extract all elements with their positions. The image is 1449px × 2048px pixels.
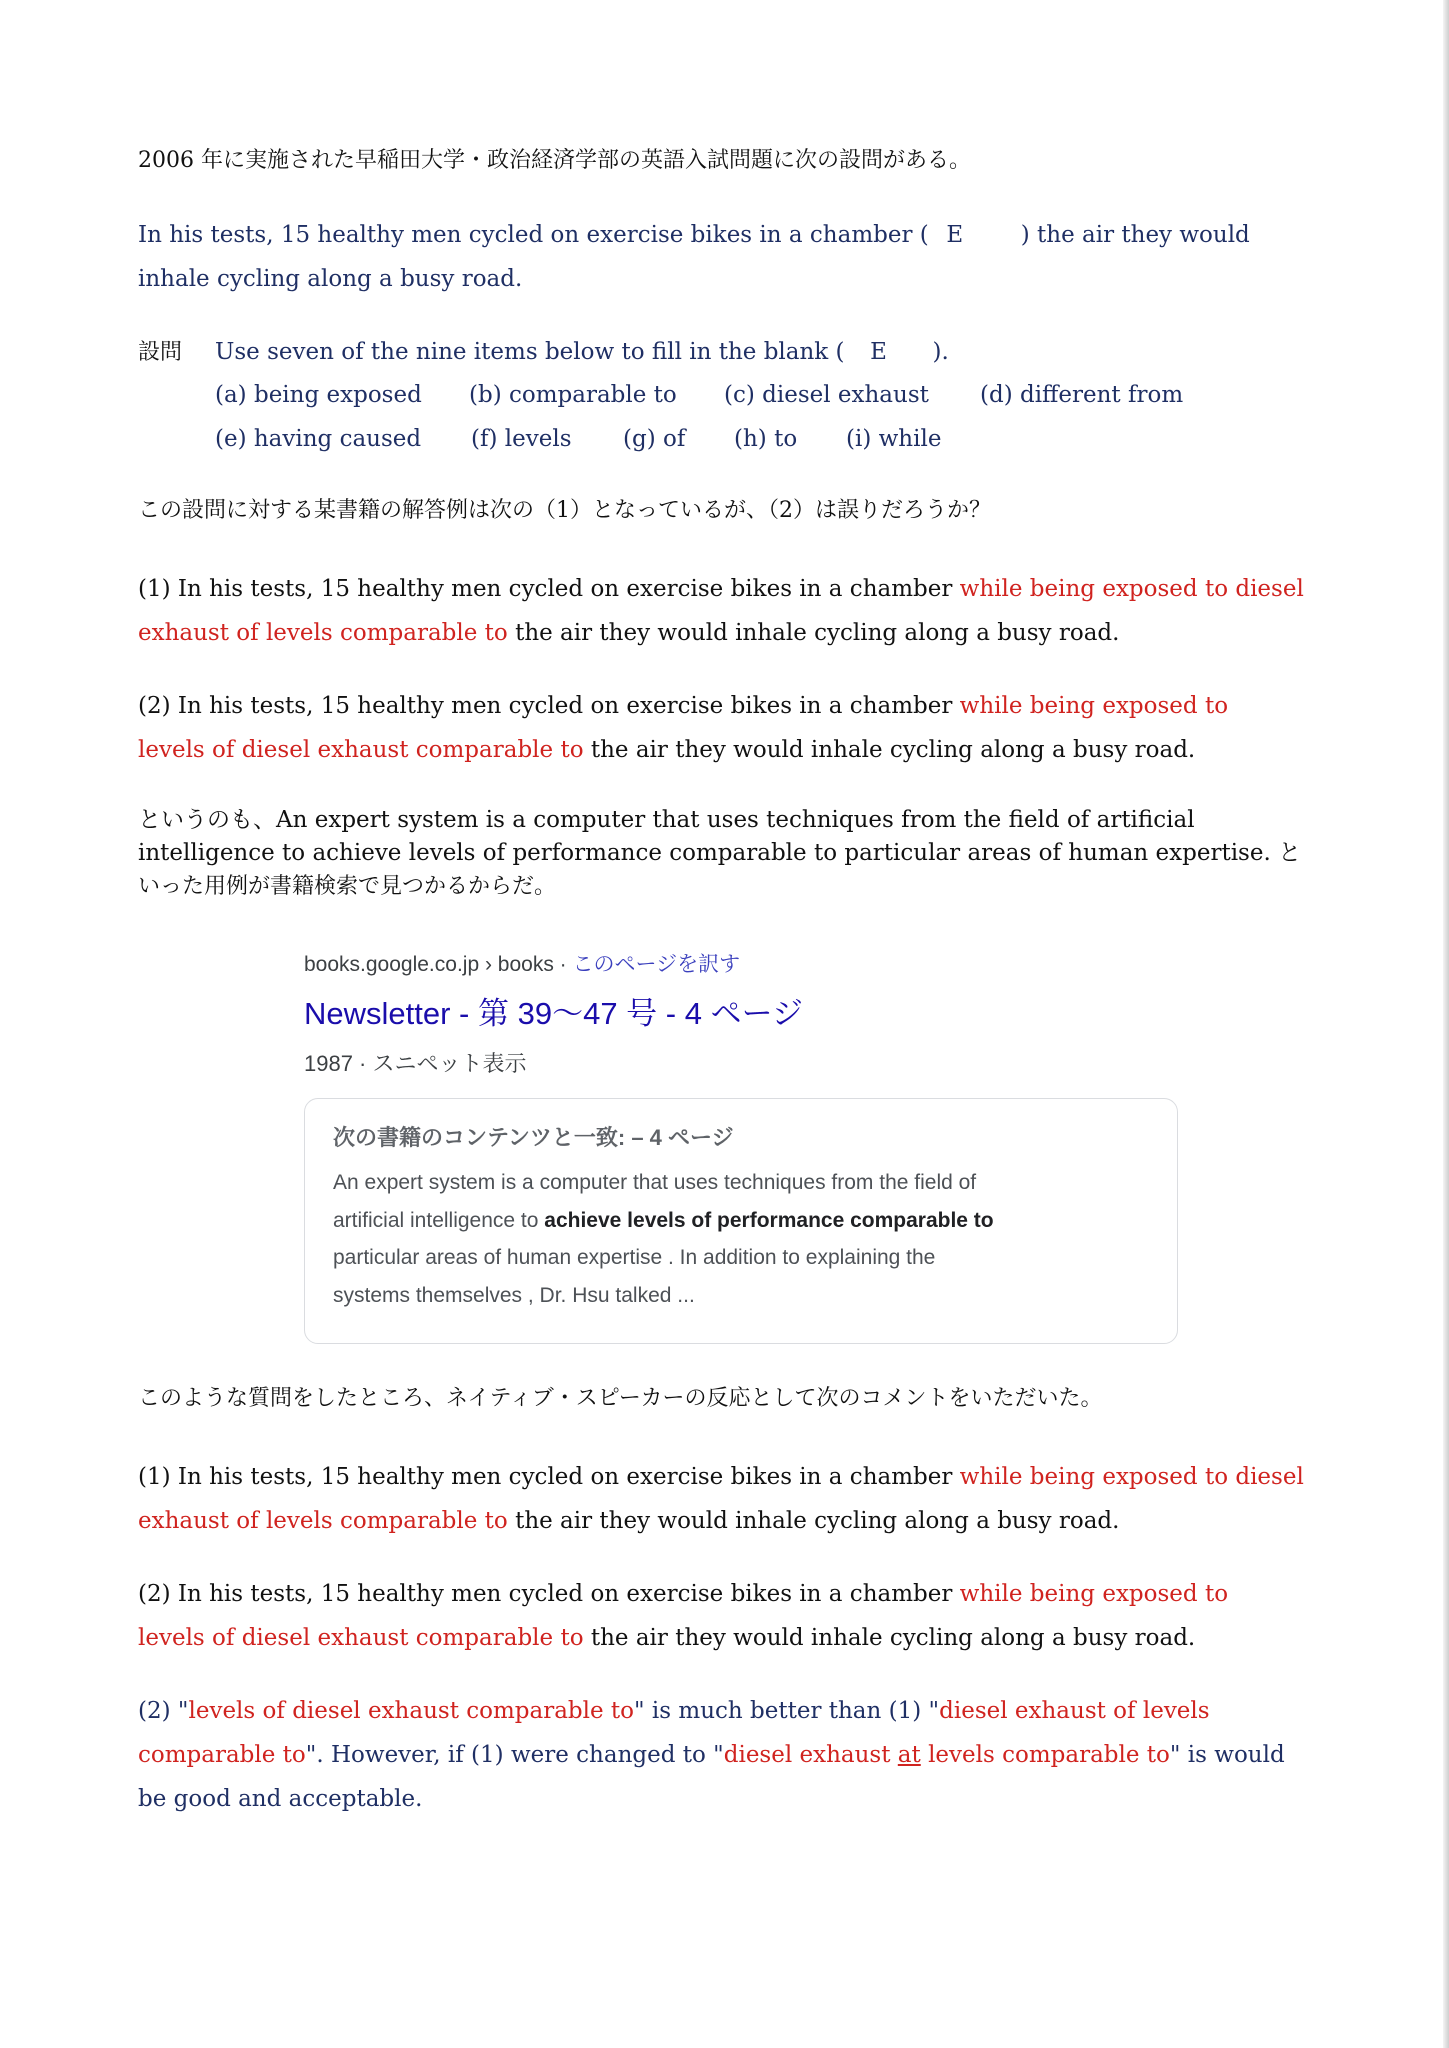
reason-line-2: intelligence to achieve levels of performance comparable to particular areas of human expertise. と bbox=[138, 840, 1302, 866]
snippet-card-text: An expert system is a computer that uses techniques from the field of artificial intelligence to achieve levels of performance comparable to particular areas of human expertise . In addition to explaining the systems themselves , Dr. Hsu talked ... bbox=[333, 1171, 994, 1307]
comment-line-1: (2) "levels of diesel exhaust comparable to" is much better than (1) "diesel exhaust of levels bbox=[138, 1698, 1210, 1724]
translate-link[interactable]: このページを訳す bbox=[572, 953, 741, 976]
snippet-card bbox=[304, 1098, 1178, 1344]
choice-item: (c) diesel exhaust bbox=[724, 382, 929, 408]
choice-item: (h) to bbox=[734, 426, 798, 452]
question-instruction: 設問 Use seven of the nine items below to fill in the blank ( E ). bbox=[138, 330, 949, 375]
reason-line-1: というのも、An expert system is a computer that uses techniques from the field of artificial bbox=[138, 807, 1195, 833]
answer-1-repeat-line-1: (1) In his tests, 15 healthy men cycled on exercise bikes in a chamber while being exposed to diesel bbox=[138, 1464, 1304, 1490]
reason-line-3: いった用例が書籍検索で見つかるからだ。 bbox=[138, 874, 557, 899]
search-result-snippet bbox=[304, 948, 1184, 1344]
native-comment-intro: このような質問をしたところ、ネイティブ・スピーカーの反応として次のコメントをいただいた。 bbox=[138, 1386, 1103, 1411]
answer-2-repeat-line-1: (2) In his tests, 15 healthy men cycled on exercise bikes in a chamber while being exposed to bbox=[138, 1581, 1229, 1607]
question-sentence-line-2: inhale cycling along a busy road. bbox=[138, 266, 523, 292]
answer-1-repeat-line-2: exhaust of levels comparable to the air they would inhale cycling along a busy road. bbox=[138, 1508, 1120, 1534]
choice-item: (i) while bbox=[846, 426, 942, 452]
answer-1-line-1: (1) In his tests, 15 healthy men cycled on exercise bikes in a chamber while being exposed to diesel bbox=[138, 576, 1304, 602]
page-edge-shadow bbox=[1443, 0, 1449, 2048]
intro-paragraph: 2006 年に実施された早稲田大学・政治経済学部の英語入試問題に次の設問がある。 bbox=[138, 148, 971, 173]
question-sentence-line-1: In his tests, 15 healthy men cycled on exercise bikes in a chamber ( E ) the air they would bbox=[138, 213, 1250, 257]
question-label: 設問 bbox=[138, 340, 183, 365]
choice-item: (g) of bbox=[623, 426, 686, 452]
result-meta: 1987 · スニペット表示 bbox=[304, 1051, 527, 1076]
instruction-blank: E bbox=[870, 339, 887, 365]
answer-2-line-2: levels of diesel exhaust comparable to the air they would inhale cycling along a busy road. bbox=[138, 737, 1196, 763]
comment-line-2: comparable to". However, if (1) were changed to "diesel exhaust at levels comparable to" is would bbox=[138, 1742, 1285, 1768]
answer-2-line-1: (2) In his tests, 15 healthy men cycled on exercise bikes in a chamber while being exposed to bbox=[138, 693, 1229, 719]
query-paragraph: この設問に対する某書籍の解答例は次の（1）となっているが、（2）は誤りだろうか？ bbox=[138, 498, 991, 523]
answer-1-line-2: exhaust of levels comparable to the air they would inhale cycling along a busy road. bbox=[138, 620, 1120, 646]
choice-item: (d) different from bbox=[980, 382, 1184, 408]
choice-item: (b) comparable to bbox=[469, 382, 677, 408]
result-url: books.google.co.jp › books · このページを訳す bbox=[304, 953, 741, 976]
answer-2-repeat-line-2: levels of diesel exhaust comparable to the air they would inhale cycling along a busy road. bbox=[138, 1625, 1196, 1651]
comment-line-3: be good and acceptable. bbox=[138, 1786, 423, 1812]
choice-item: (e) having caused bbox=[215, 426, 422, 452]
question-blank: E bbox=[946, 222, 964, 248]
snippet-card-heading: 次の書籍のコンテンツと一致: – 4 ページ bbox=[333, 1125, 734, 1150]
choice-item: (f) levels bbox=[471, 426, 572, 452]
result-title-link[interactable]: Newsletter - 第 39〜47 号 - 4 ページ bbox=[304, 996, 803, 1031]
choice-item: (a) being exposed bbox=[215, 382, 422, 408]
underlined-at: at bbox=[897, 1742, 921, 1768]
